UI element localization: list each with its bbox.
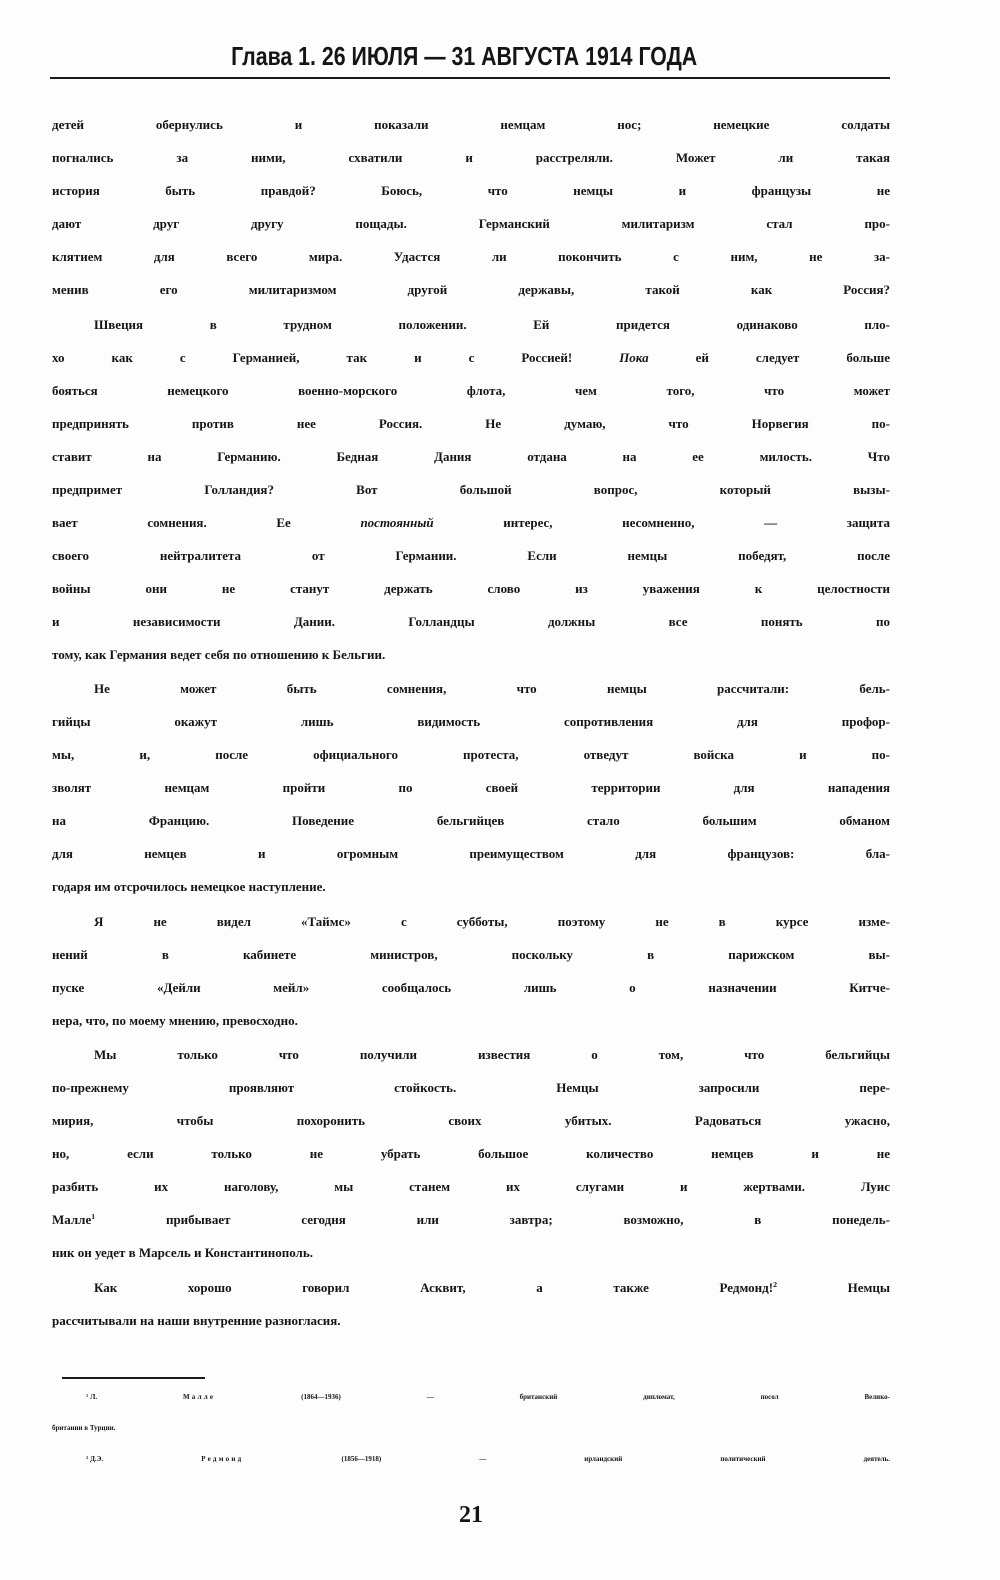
text-line: для немцев и огромным преимуществом для французов: бла- (52, 846, 890, 861)
body-text (52, 108, 890, 1337)
text-run: (1864—1936) — британский дипломат, посол Велико- (215, 1393, 890, 1401)
text-line (52, 1271, 890, 1304)
paragraph-2 (52, 308, 890, 671)
text-line: ник он уедет в Марсель и Константинополь. (52, 1245, 313, 1260)
footnote-marker: 2 (86, 1454, 89, 1460)
paragraph-1 (52, 108, 890, 306)
paragraph-3 (52, 672, 890, 903)
paragraph-5 (52, 1038, 890, 1269)
text-line: менив его милитаризмом другой державы, такой как Россия? (52, 282, 890, 297)
text-line: мирия, чтобы похоронить своих убитых. Радоваться ужасно, (52, 1113, 890, 1128)
footnote-2 (52, 1444, 890, 1475)
text-run: хо как с Германией, так и с Россией! (52, 349, 620, 365)
header-rule (50, 77, 890, 79)
text-run: ей следует больше (648, 349, 890, 365)
text-line: рассчитывали на наши внутренние разногласия. (52, 1312, 341, 1328)
text-run: вает сомнения. Ее (52, 514, 361, 530)
text-line: по-прежнему проявляют стойкость. Немцы запросили пере- (52, 1080, 890, 1095)
paragraph-6 (52, 1271, 890, 1337)
text-line: Не может быть сомнения, что немцы рассчитали: бель- (94, 681, 890, 696)
text-line: годаря им отсрочилось немецкое наступление. (52, 879, 326, 894)
text-line: зволят немцам пройти по своей территории для нападения (52, 780, 890, 795)
footnote-marker: 1 (86, 1392, 89, 1398)
text-line (52, 1203, 890, 1236)
text-line: детей обернулись и показали немцам нос; немецкие солдаты (52, 117, 890, 132)
running-head-text: Глава 1. 26 ИЮЛЯ — 31 АВГУСТА 1914 ГОДА (230, 41, 698, 71)
text-line (52, 506, 890, 539)
italic-emphasis: постоянный (360, 514, 434, 530)
text-line: Мы только что получили известия о том, что бельгийцы (94, 1047, 890, 1062)
text-run: Д.Э. (90, 1455, 202, 1463)
footnote-1 (52, 1382, 890, 1444)
text-line: история быть правдой? Боюсь, что немцы и французы не (52, 183, 890, 198)
spaced-name: Малле (182, 1393, 216, 1401)
text-run: Л. (90, 1393, 183, 1401)
italic-emphasis: Пока (619, 349, 649, 365)
text-line: предпримет Голландия? Вот большой вопрос, который вызы- (52, 481, 890, 497)
text-run: Как хорошо говорил Асквит, а также Редмонд! (94, 1279, 774, 1295)
footnote-line: британии в Турции. (52, 1424, 116, 1432)
text-line: пуске «Дейли мейл» сообщалось лишь о назначении Китче- (52, 979, 890, 995)
text-line: гийцы окажут лишь видимость сопротивления для профор- (52, 714, 890, 729)
footnote-ref-2: 2 (773, 1279, 777, 1289)
spaced-name: Редмонд (201, 1455, 244, 1463)
text-line: но, если только не убрать большое количество немцев и не (52, 1146, 890, 1161)
paragraph-4 (52, 905, 890, 1037)
text-line (52, 341, 890, 374)
running-head (45, 41, 883, 71)
footnote-line (52, 1444, 890, 1475)
text-line: бояться немецкого военно-морского флота, чем того, что может (52, 382, 890, 398)
footnote-line (52, 1382, 890, 1413)
text-run: прибывает сегодня или завтра; возможно, в понедель- (95, 1212, 890, 1227)
text-line: Швеция в трудном положении. Ей придется одинаково пло- (94, 316, 890, 332)
text-line: на Францию. Поведение бельгийцев стало большим обманом (52, 813, 890, 828)
footnote-rule (62, 1377, 205, 1379)
footnote-ref-1: 1 (91, 1212, 96, 1222)
text-line: погнались за ними, схватили и расстреляли. Может ли такая (52, 150, 890, 165)
text-line: войны они не станут держать слово из уважения к целостности (52, 580, 890, 596)
text-line: клятием для всего мира. Удастся ли покончить с ним, не за- (52, 249, 890, 264)
text-line: мы, и, после официального протеста, отведут войска и по- (52, 747, 890, 762)
text-line: и независимости Дании. Голландцы должны все понять по (52, 613, 890, 629)
text-run: (1856—1918) — ирландский политический деятель. (243, 1455, 890, 1463)
text-run: Малле (52, 1212, 92, 1227)
text-line: разбить их наголову, мы станем их слугами и жертвами. Луис (52, 1179, 890, 1194)
text-line: ставит на Германию. Бедная Дания отдана на ее милость. Что (52, 448, 890, 464)
text-line: Я не видел «Таймс» с субботы, поэтому не в курсе изме- (94, 913, 890, 929)
footnotes (52, 1382, 890, 1475)
text-line: нений в кабинете министров, поскольку в парижском вы- (52, 946, 890, 962)
text-line: дают друг другу пощады. Германский милитаризм стал про- (52, 216, 890, 231)
page-number: 21 (459, 1502, 483, 1528)
text-run: интерес, несомненно, — защита (433, 514, 890, 530)
text-line: тому, как Германия ведет себя по отношению к Бельгии. (52, 646, 386, 662)
text-line: предпринять против нее Россия. Не думаю, что Норвегия по- (52, 415, 890, 431)
text-line: нера, что, по моему мнению, превосходно. (52, 1012, 298, 1028)
text-line: своего нейтралитета от Германии. Если немцы победят, после (52, 547, 890, 563)
text-run: Немцы (776, 1279, 890, 1295)
